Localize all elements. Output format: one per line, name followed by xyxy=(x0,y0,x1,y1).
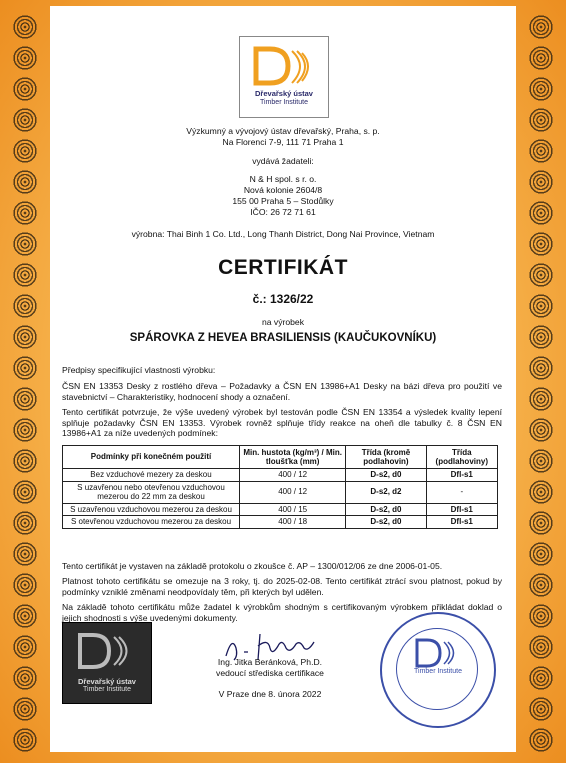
border-spiral xyxy=(528,510,554,536)
applicant-ico: IČO: 26 72 71 61 xyxy=(250,207,316,217)
table-cell: Dfl-s1 xyxy=(426,516,497,529)
border-spiral xyxy=(12,76,38,102)
table-row xyxy=(63,469,498,482)
border-spiral xyxy=(528,355,554,381)
seal-logo-icon xyxy=(413,636,463,670)
border-spiral xyxy=(12,479,38,505)
product-name: SPÁROVKA Z HEVEA BRASILIENSIS (KAUČUKOVNÍKU) xyxy=(129,332,437,344)
table-cell: Dfl-s1 xyxy=(426,503,497,516)
table-cell: D-s2, d2 xyxy=(346,481,426,503)
institute-logo-icon xyxy=(250,43,316,89)
issuer-name: Výzkumný a vývojový ústav dřevařský, Praha, s. p. xyxy=(186,126,380,136)
border-spiral xyxy=(12,603,38,629)
border-spiral xyxy=(528,386,554,412)
border-spiral xyxy=(528,541,554,567)
signatory-name: Ing. Jitka Beránková, Ph.D. xyxy=(217,657,323,667)
border-spiral xyxy=(12,45,38,71)
border-spiral xyxy=(528,448,554,474)
reference-text: Na základě tohoto certifikátu může žadatel k výrobkům shodným s certifikovaným výrobkem přikládat doklad o jejich shodnosti s výše uvedenými dokumenty. xyxy=(62,602,502,623)
table-cell: 400 / 15 xyxy=(240,503,346,516)
seal-text: Timber Institute xyxy=(414,668,462,675)
border-spiral xyxy=(12,665,38,691)
border-spiral xyxy=(12,386,38,412)
table-header: Třída (podlahoviny) xyxy=(426,446,497,469)
table-header-row xyxy=(63,446,498,469)
applicant-name: N & H spol. s r. o. xyxy=(249,174,317,184)
border-spiral xyxy=(12,572,38,598)
table-header: Podmínky při konečném použití xyxy=(63,446,240,469)
round-seal xyxy=(380,612,496,728)
table-cell: D-s2, d0 xyxy=(346,469,426,482)
table-cell: 400 / 12 xyxy=(240,469,346,482)
table-cell: 400 / 12 xyxy=(240,481,346,503)
applicant-city: 155 00 Praha 5 – Stodůlky xyxy=(232,196,334,206)
logo-name-line1: Dřevařský ústav xyxy=(255,89,313,98)
embossed-stamp xyxy=(62,622,152,704)
border-spiral xyxy=(12,696,38,722)
issued-to-label: vydává žadateli: xyxy=(252,156,314,166)
border-spiral xyxy=(12,355,38,381)
regs-label: Předpisy specifikující vlastnosti výrobku: xyxy=(62,365,216,375)
table-cell: S uzavřenou vzduchovou mezerou za deskou xyxy=(63,503,240,516)
border-spiral xyxy=(12,14,38,40)
border-spiral xyxy=(12,417,38,443)
table-header: Min. hustota (kg/m³) / Min. tloušťka (mm) xyxy=(240,446,346,469)
table-cell: D-s2, d0 xyxy=(346,516,426,529)
table-cell: D-s2, d0 xyxy=(346,503,426,516)
table-header: Třída (kromě podlahovin) xyxy=(346,446,426,469)
regs-text: ČSN EN 13353 Desky z rostlého dřeva – Požadavky a ČSN EN 13986+A1 Desky na bázi dřeva pro použití ve stavebnictví – Charakteristiky, hodnocení shody a označení. xyxy=(62,381,502,402)
border-spiral xyxy=(528,665,554,691)
stamp-line1: Dřevařský ústav xyxy=(78,677,136,686)
issuer-address: Na Florenci 7-9, 111 71 Praha 1 xyxy=(222,137,344,147)
table-cell: 400 / 18 xyxy=(240,516,346,529)
stamp-line2: Timber Institute xyxy=(83,686,131,693)
table-cell: - xyxy=(426,481,497,503)
right-border-pattern xyxy=(516,0,566,763)
border-spiral xyxy=(528,14,554,40)
border-spiral xyxy=(12,727,38,753)
border-spiral xyxy=(528,76,554,102)
applicant-street: Nová kolonie 2604/8 xyxy=(243,185,323,195)
border-spiral xyxy=(528,634,554,660)
certificate-title: CERTIFIKÁT xyxy=(218,256,348,279)
table-row xyxy=(63,503,498,516)
certificate-number: č.: 1326/22 xyxy=(252,292,314,306)
table-row xyxy=(63,481,498,503)
border-spiral xyxy=(528,417,554,443)
border-spiral xyxy=(12,510,38,536)
table-cell: Bez vzduchové mezery za deskou xyxy=(63,469,240,482)
table-cell: S uzavřenou nebo otevřenou vzduchovou mezerou do 22 mm za deskou xyxy=(63,481,240,503)
basis-text: Tento certifikát je vystaven na základě protokolu o zkoušce č. AP – 1300/012/06 ze dne 2006-01-05. xyxy=(62,561,443,571)
table-cell: S otevřenou vzduchovou mezerou za deskou xyxy=(63,516,240,529)
signatory-role: vedoucí střediska certifikace xyxy=(216,668,324,678)
confirm-text: Tento certifikát potvrzuje, že výše uvedený výrobek byl testován podle ČSN EN 13354 a výsledek kvality lepení splňuje požadavky ČSN EN 13353. Výrobek rovněž splňuje třídy reakce na oheň dle tabulky č. 8 ČSN EN 13986+A1 za níže uvedených podmínek: xyxy=(62,407,502,438)
left-border-pattern xyxy=(0,0,50,763)
stamp-logo-icon xyxy=(74,629,140,673)
validity-text: Platnost tohoto certifikátu se omezuje na 3 roky, tj. do 2025-02-08. Tento certifikát ztrácí svou platnost, pokud by podmínky vzniklé změnami neodpovídaly těm, při kterých byl udělen. xyxy=(62,576,502,597)
place-date: V Praze dne 8. února 2022 xyxy=(218,689,322,699)
border-spiral xyxy=(12,448,38,474)
border-spiral xyxy=(528,45,554,71)
manufacturer: výrobna: Thai Binh 1 Co. Ltd., Long Thanh District, Dong Nai Province, Vietnam xyxy=(131,229,435,239)
logo-name-line2: Timber Institute xyxy=(260,99,308,106)
product-label: na výrobek xyxy=(261,317,305,327)
institute-logo xyxy=(239,36,329,118)
border-spiral xyxy=(12,634,38,660)
border-spiral xyxy=(528,603,554,629)
fire-class-table xyxy=(62,445,498,529)
border-spiral xyxy=(12,541,38,567)
table-row xyxy=(63,516,498,529)
border-spiral xyxy=(528,572,554,598)
border-spiral xyxy=(528,696,554,722)
table-cell: Dfl-s1 xyxy=(426,469,497,482)
border-spiral xyxy=(528,727,554,753)
border-spiral xyxy=(528,479,554,505)
